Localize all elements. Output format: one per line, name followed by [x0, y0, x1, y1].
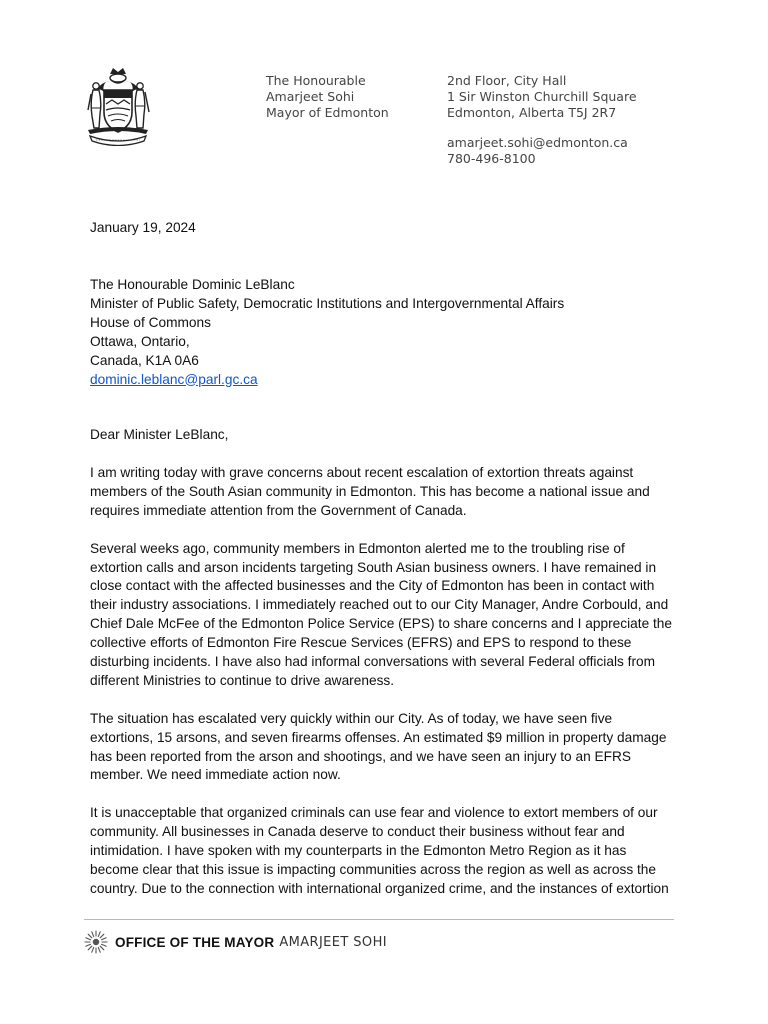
recipient-line: Canada, K1A 0A6	[90, 352, 199, 368]
letterhead-address-line: 1 Sir Winston Churchill Square	[447, 89, 637, 104]
salutation: Dear Minister LeBlanc,	[90, 427, 229, 442]
paragraph	[90, 710, 690, 786]
paragraph-line: Chief Dale McFee of the Edmonton Police Service (EPS) to share concerns and I appreciate the	[90, 616, 673, 632]
letterhead-address-block	[447, 73, 637, 121]
paragraph-line: extortion calls and arson incidents targeting South Asian business owners. I have remained in	[90, 559, 657, 575]
recipient-block	[90, 276, 690, 389]
recipient-line: House of Commons	[90, 314, 211, 330]
letterhead-address-line: Edmonton, Alberta T5J 2R7	[447, 105, 617, 120]
letterhead-contact-block	[447, 135, 628, 167]
paragraph-line: member. We need immediate action now.	[90, 767, 341, 783]
letterhead-honorific: The Honourable	[266, 73, 366, 88]
letterhead-mayor-name: Amarjeet Sohi	[266, 89, 355, 104]
paragraph-line: community. All businesses in Canada deserve to conduct their business without fear and	[90, 824, 625, 840]
paragraph-line: extortions, 15 arsons, and seven firearms offenses. An estimated $9 million in property damage	[90, 729, 667, 745]
paragraph-line: has been reported from the arson and shootings, and we have seen an injury to an EFRS	[90, 748, 631, 764]
paragraph	[90, 464, 690, 521]
paragraph-line: different Ministries to continue to drive awareness.	[90, 672, 395, 688]
paragraph-line: become clear that this issue is impacting communities across the region as well as across the	[90, 861, 656, 877]
paragraph-line: disturbing incidents. I have also had informal conversations with several Federal officials from	[90, 654, 656, 670]
letterhead-address-line: 2nd Floor, City Hall	[447, 73, 567, 88]
footer-mayor-name: AMARJEET SOHI	[279, 934, 387, 950]
letter-date: January 19, 2024	[90, 220, 196, 235]
letterhead-mayor-block	[266, 73, 389, 121]
recipient-line: Minister of Public Safety, Democratic Institutions and Intergovernmental Affairs	[90, 295, 565, 311]
paragraph	[90, 804, 690, 899]
letterhead-phone: 780-496-8100	[447, 151, 536, 166]
footer-divider	[84, 919, 674, 920]
paragraph-line: requires immediate attention from the Government of Canada.	[90, 502, 467, 518]
paragraph	[90, 540, 690, 691]
paragraph-line: close contact with the affected businesses and the City of Edmonton has been in contact with	[90, 578, 655, 594]
sunburst-icon	[84, 930, 108, 954]
paragraph-line: It is unacceptable that organized criminals can use fear and violence to extort members of our	[90, 805, 658, 821]
letter-body	[90, 464, 690, 918]
recipient-line: Ottawa, Ontario,	[90, 333, 190, 349]
paragraph-line: Several weeks ago, community members in Edmonton alerted me to the troubling rise of	[90, 540, 625, 556]
paragraph-line: members of the South Asian community in Edmonton. This has become a national issue and	[90, 483, 650, 499]
footer	[84, 929, 387, 955]
letterhead-email: amarjeet.sohi@edmonton.ca	[447, 135, 628, 150]
paragraph-line: country. Due to the connection with international organized crime, and the instances of extortion	[90, 880, 669, 896]
letterhead-mayor-title: Mayor of Edmonton	[266, 105, 389, 120]
footer-office-label: OFFICE OF THE MAYOR	[115, 934, 275, 950]
paragraph-line: I am writing today with grave concerns about recent escalation of extortion threats against	[90, 465, 634, 480]
recipient-email-link[interactable]: dominic.leblanc@parl.gc.ca	[90, 371, 258, 387]
coat-of-arms-icon	[82, 64, 154, 146]
paragraph-line: collective efforts of Edmonton Fire Rescue Services (EFRS) and EPS to respond to these	[90, 635, 632, 651]
paragraph-line: intimidation. I have spoken with my counterparts in the Edmonton Metro Region as it has	[90, 843, 627, 859]
paragraph-line: their industry associations. I immediately reached out to our City Manager, Andre Corbould, and	[90, 597, 669, 613]
paragraph-line: The situation has escalated very quickly within our City. As of today, we have seen five	[90, 710, 613, 726]
recipient-line: The Honourable Dominic LeBlanc	[90, 277, 295, 292]
